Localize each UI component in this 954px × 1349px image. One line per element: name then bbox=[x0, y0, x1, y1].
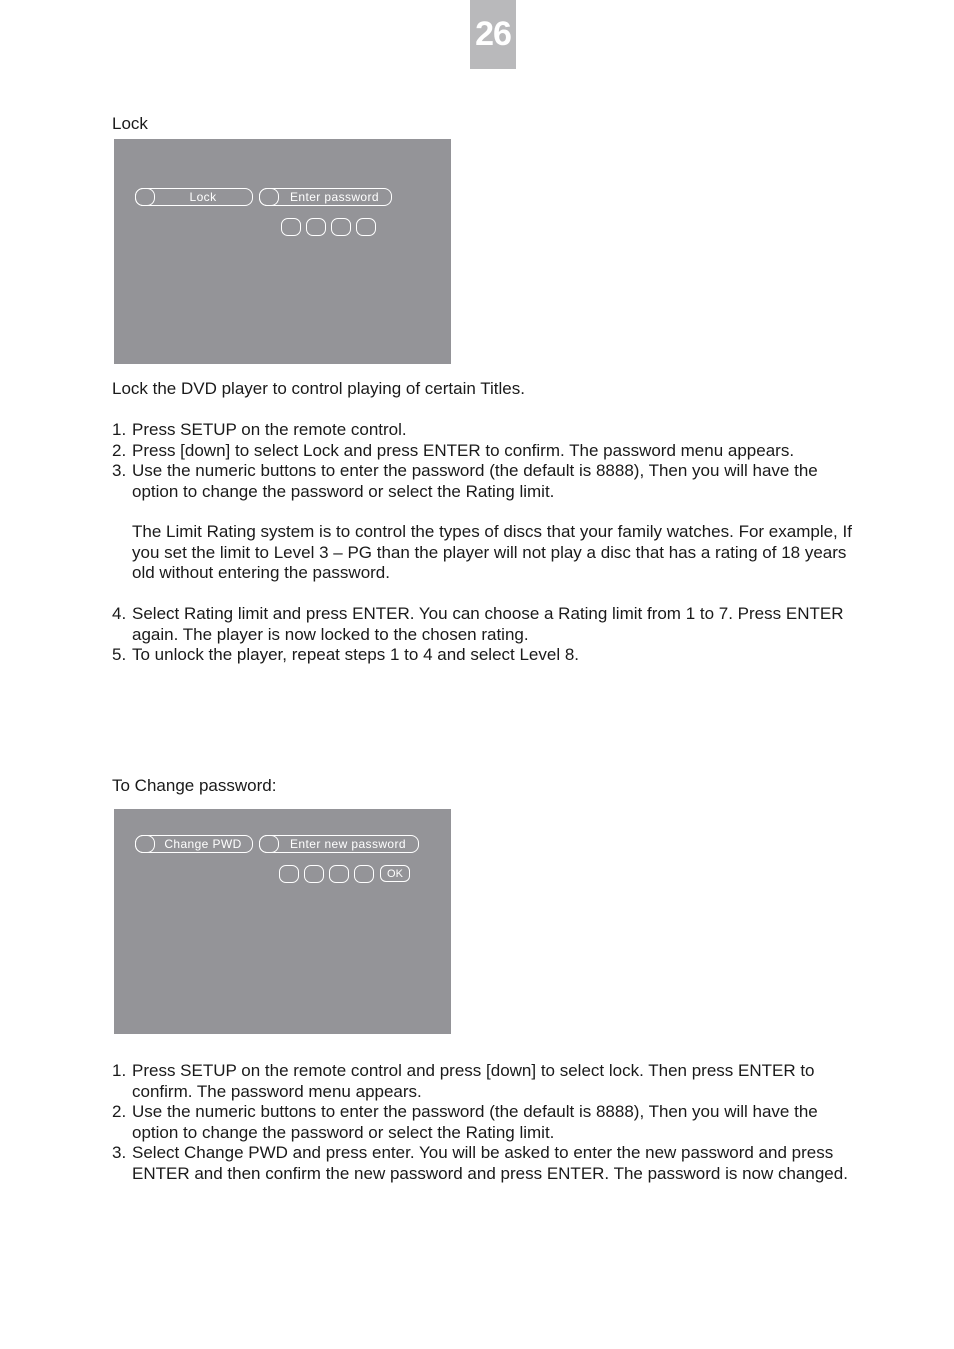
password-digit-slot[interactable] bbox=[279, 865, 299, 883]
password-digit-slot[interactable] bbox=[331, 218, 351, 236]
ok-button[interactable]: OK bbox=[380, 865, 410, 882]
menu-item-cap-icon bbox=[135, 188, 155, 206]
lock-heading: Lock bbox=[112, 114, 148, 133]
enter-password-prompt bbox=[259, 188, 392, 206]
list-item: 3. Use the numeric buttons to enter the password (the default is 8888), Then you will have the option to change the password or select the Rating limit. bbox=[112, 461, 818, 501]
enter-new-password-prompt bbox=[259, 835, 419, 853]
password-digit-slot[interactable] bbox=[281, 218, 301, 236]
list-item: 4. Select Rating limit and press ENTER. You can choose a Rating limit from 1 to 7. Press ENTER again. The player is now locked to the chosen rating. bbox=[112, 604, 844, 644]
rating-note: The Limit Rating system is to control the types of discs that your family watches. For example, If you set the limit to Level 3 – PG than the player will not play a disc that has a rating of 18 years old without entering the password. bbox=[132, 522, 852, 582]
password-digit-slot[interactable] bbox=[304, 865, 324, 883]
enter-password-label: Enter password bbox=[290, 190, 379, 204]
lock-screen bbox=[114, 139, 451, 364]
list-item: 5. To unlock the player, repeat steps 1 to 4 and select Level 8. bbox=[112, 645, 580, 664]
lock-steps-list-continued bbox=[112, 604, 852, 666]
lock-menu-label: Lock bbox=[189, 190, 217, 204]
lock-menu-item[interactable] bbox=[135, 188, 253, 206]
list-item: 1. Press SETUP on the remote control and press [down] to select lock. Then press ENTER to confirm. The password menu appears. bbox=[112, 1061, 815, 1101]
password-digit-slot[interactable] bbox=[354, 865, 374, 883]
password-digit-slot[interactable] bbox=[356, 218, 376, 236]
list-item: 3. Select Change PWD and press enter. You will be asked to enter the new password and press ENTER and then confirm the new password and press ENTER. The password is now changed. bbox=[112, 1143, 848, 1183]
list-item: 2. Use the numeric buttons to enter the password (the default is 8888), Then you will have the option to change the password or select the Rating limit. bbox=[112, 1102, 818, 1142]
lock-intro: Lock the DVD player to control playing of certain Titles. bbox=[112, 379, 525, 398]
password-digit-slot[interactable] bbox=[306, 218, 326, 236]
list-item: 2. Press [down] to select Lock and press ENTER to confirm. The password menu appears. bbox=[112, 440, 795, 460]
page-number: 26 bbox=[470, 0, 516, 69]
lock-steps-list bbox=[112, 420, 852, 502]
change-pwd-menu-item[interactable] bbox=[135, 835, 253, 853]
change-pwd-menu-label: Change PWD bbox=[164, 837, 242, 851]
change-password-screen bbox=[114, 809, 451, 1034]
change-password-heading: To Change password: bbox=[112, 776, 277, 795]
password-digit-slot[interactable] bbox=[329, 865, 349, 883]
change-password-steps-list bbox=[112, 1061, 852, 1184]
enter-new-password-label: Enter new password bbox=[290, 837, 406, 851]
list-item: 1. Press SETUP on the remote control. bbox=[112, 420, 407, 439]
